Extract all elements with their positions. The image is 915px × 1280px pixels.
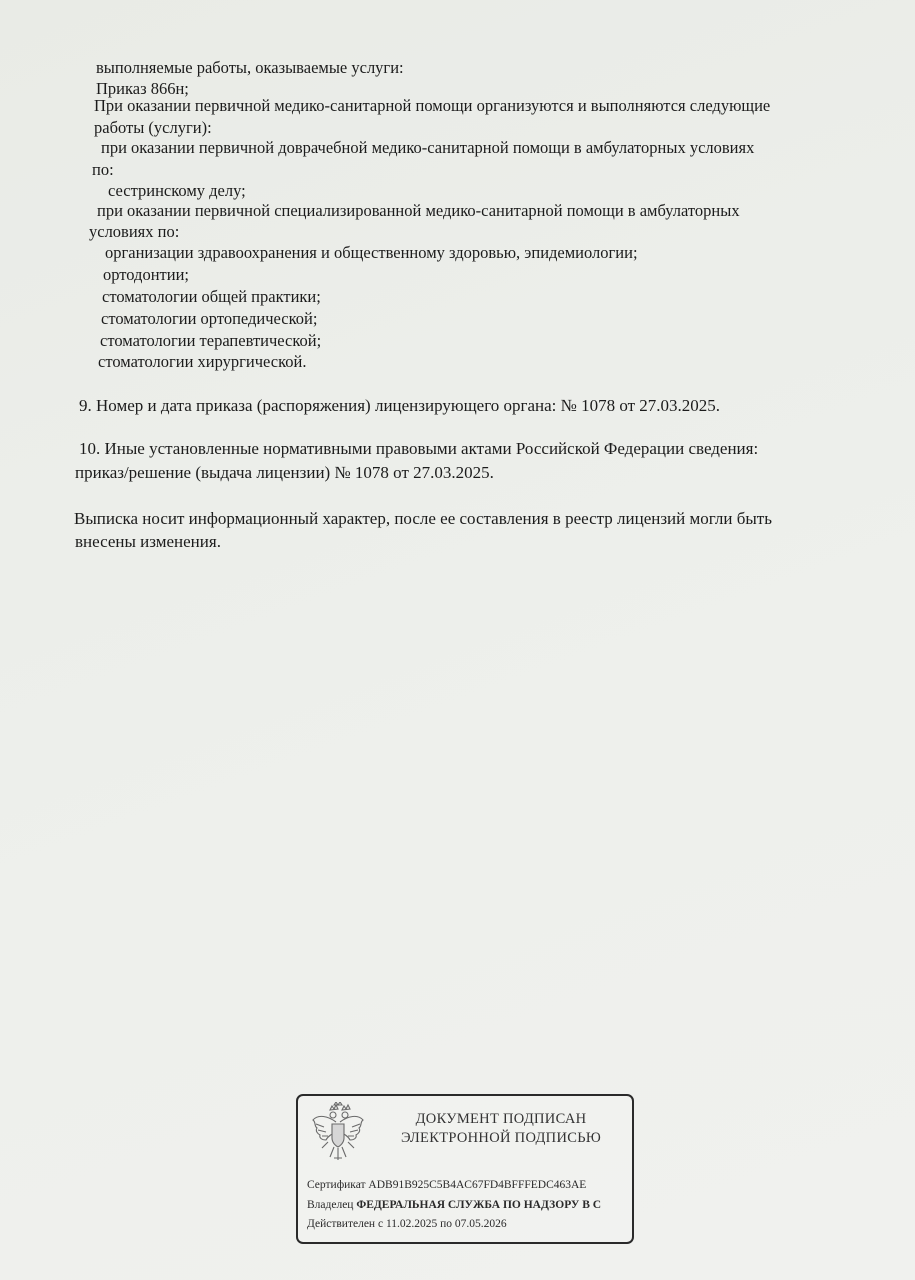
note-line-1: Выписка носит информационный характер, после ее составления в реестр лицензий могли быть <box>74 509 772 528</box>
certificate-value: ADB91B925C5B4AC67FD4BFFFEDC463AE <box>368 1179 587 1191</box>
stamp-title-line-1: ДОКУМЕНТ ПОДПИСАН <box>415 1111 587 1127</box>
doc-line: организации здравоохранения и общественному здоровью, эпидемиологии; <box>105 243 638 262</box>
doc-line: стоматологии хирургической. <box>98 352 307 371</box>
item-10-line-2: приказ/решение (выдача лицензии) № 1078 от 27.03.2025. <box>75 463 494 482</box>
item-9: 9. Номер и дата приказа (распоряжения) лицензирующего органа: № 1078 от 27.03.2025. <box>79 396 721 415</box>
doc-line: по: <box>92 160 114 179</box>
doc-line: стоматологии терапевтической; <box>100 331 322 350</box>
doc-line: При оказании первичной медико-санитарной помощи организуются и выполняются следующие <box>94 96 771 115</box>
electronic-signature-stamp <box>296 1094 634 1244</box>
stamp-owner-row <box>307 1198 601 1212</box>
doc-line: стоматологии общей практики; <box>102 287 321 306</box>
doc-line: стоматологии ортопедической; <box>101 309 318 328</box>
doc-line: Приказ 866н; <box>96 79 189 98</box>
doc-line: сестринскому делу; <box>108 181 246 200</box>
stamp-validity-row: Действителен с 11.02.2025 по 07.05.2026 <box>307 1218 507 1230</box>
stamp-title-line-2: ЭЛЕКТРОННОЙ ПОДПИСЬЮ <box>400 1130 602 1146</box>
doc-line: при оказании первичной специализированной медико-санитарной помощи в амбулаторных <box>97 201 740 220</box>
owner-label: Владелец <box>307 1199 354 1211</box>
coat-of-arms-icon <box>310 1102 366 1164</box>
note-line-2: внесены изменения. <box>75 532 221 551</box>
stamp-certificate-row <box>307 1178 586 1192</box>
doc-line: выполняемые работы, оказываемые услуги: <box>96 58 404 77</box>
doc-line: ортодонтии; <box>103 265 189 284</box>
item-10-line-1: 10. Иные установленные нормативными правовыми актами Российской Федерации сведения: <box>79 439 759 458</box>
certificate-label: Сертификат <box>307 1179 366 1191</box>
doc-line: при оказании первичной доврачебной медико-санитарной помощи в амбулаторных условиях <box>101 138 755 157</box>
doc-line: работы (услуги): <box>94 118 212 137</box>
owner-value: ФЕДЕРАЛЬНАЯ СЛУЖБА ПО НАДЗОРУ В С <box>356 1199 602 1211</box>
doc-line: условиях по: <box>89 222 180 241</box>
